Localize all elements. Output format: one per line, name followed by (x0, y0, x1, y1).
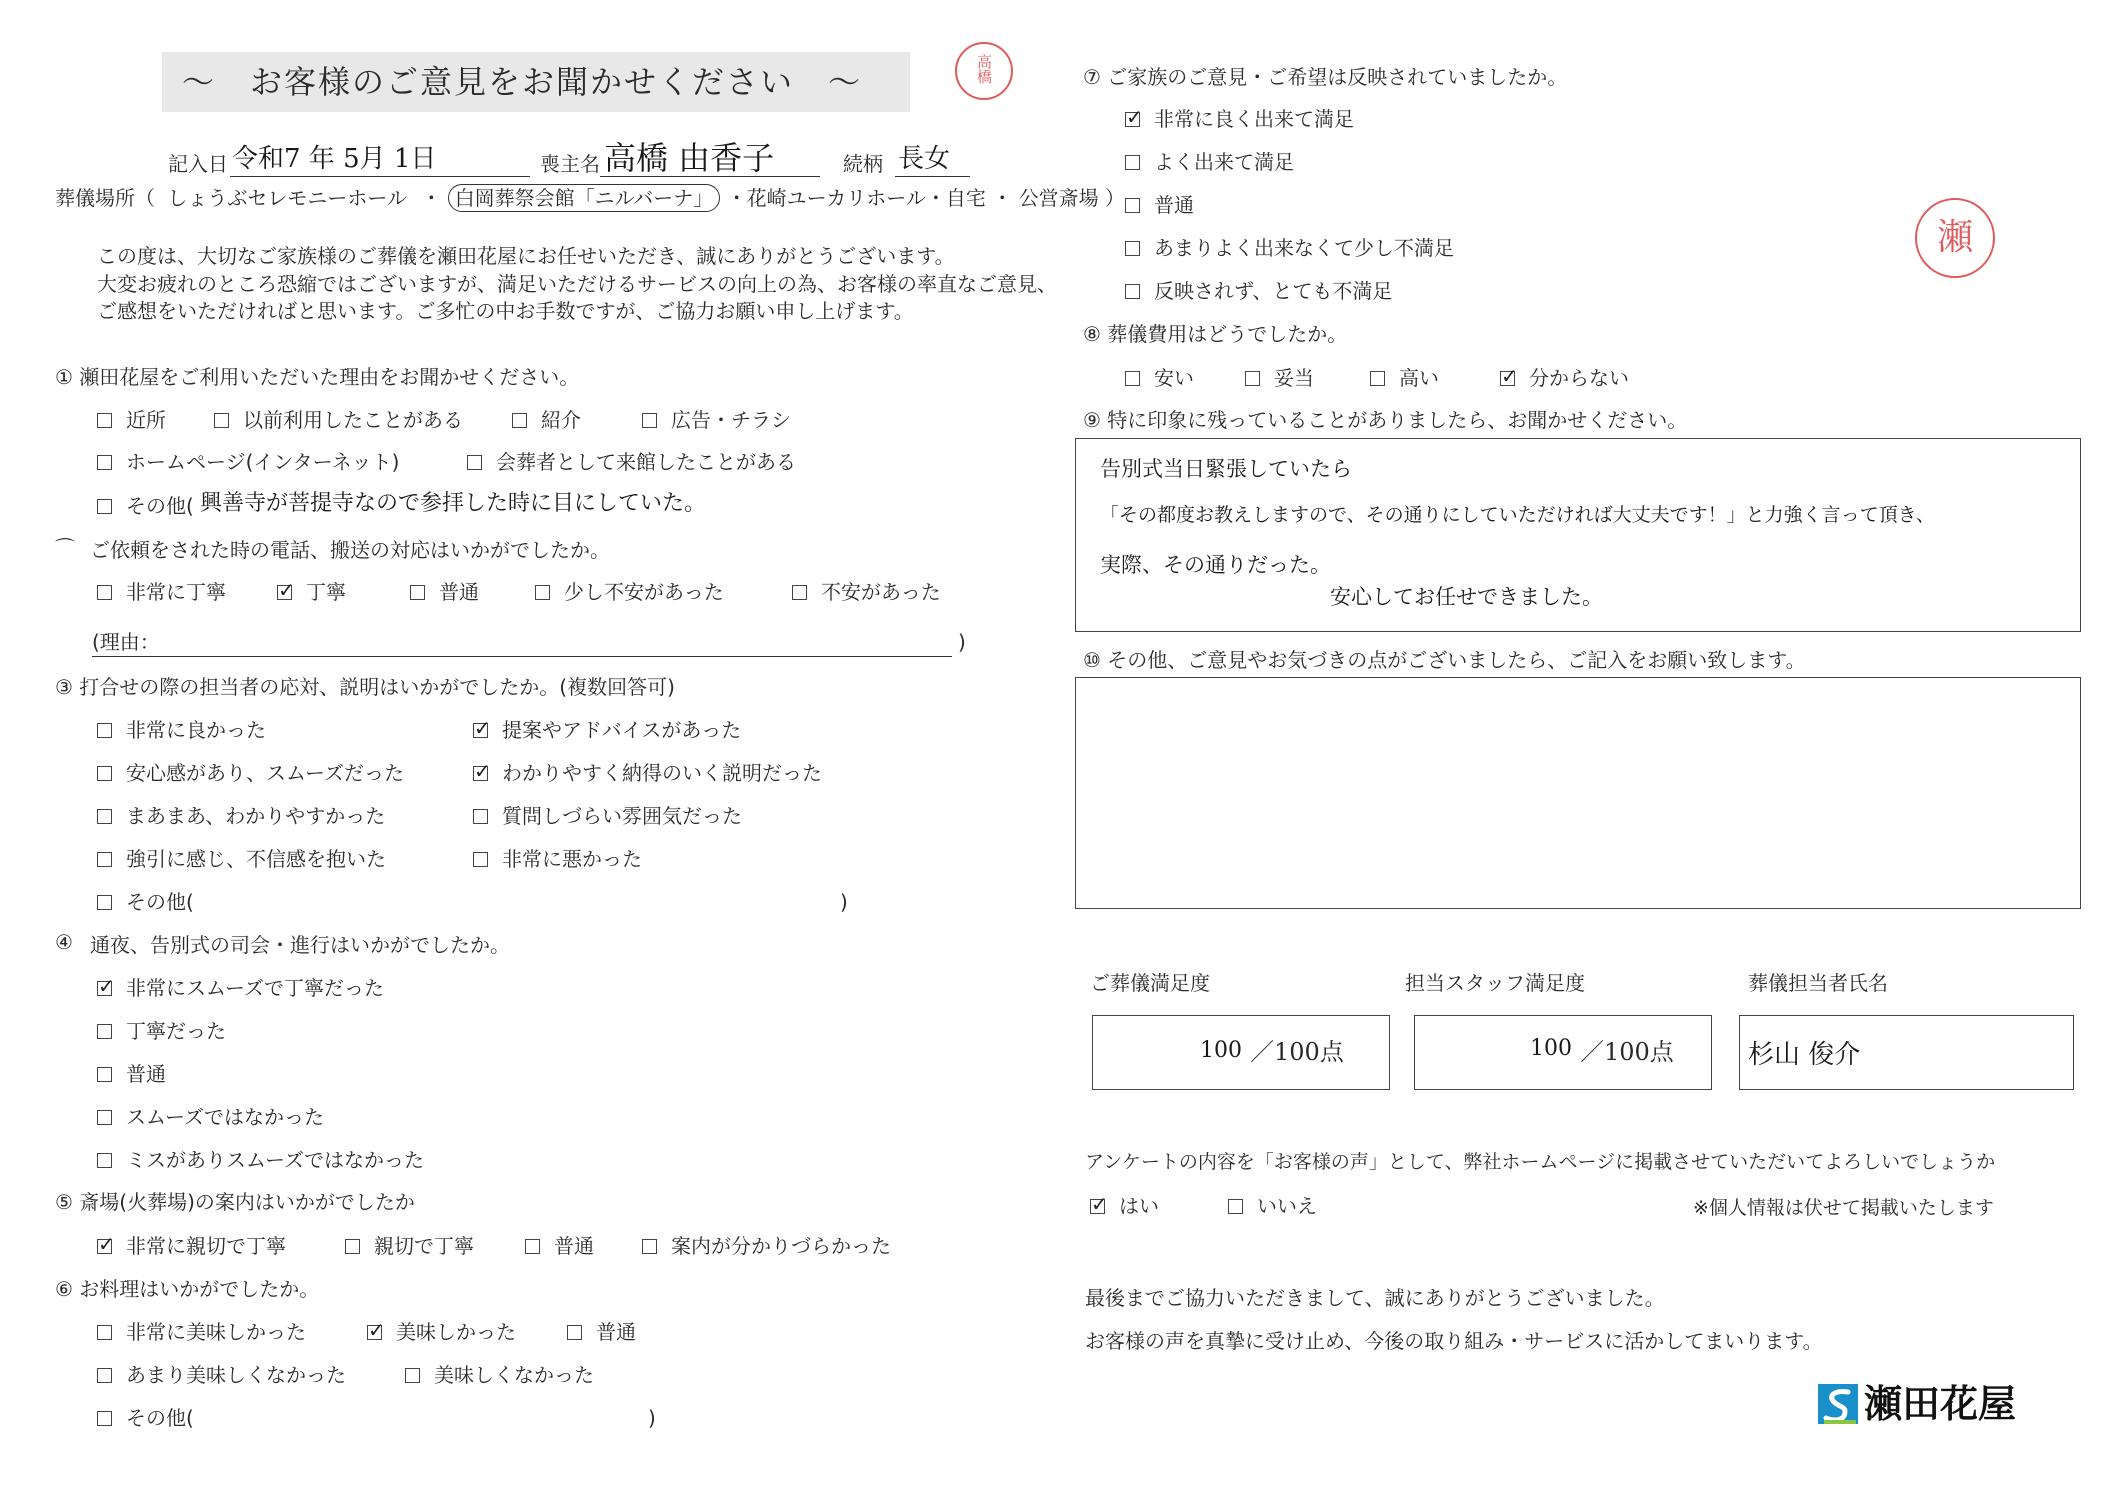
checkbox[interactable] (345, 1239, 360, 1254)
checkbox[interactable] (473, 852, 488, 867)
checkbox[interactable] (97, 1368, 112, 1383)
checkbox[interactable] (1370, 371, 1385, 386)
funeral-satisfaction-suffix: ／100点 (1250, 1038, 1344, 1066)
checkbox[interactable] (467, 455, 482, 470)
checkbox[interactable] (642, 1239, 657, 1254)
q7-title: ⑦ ご家族のご意見・ご希望は反映されていましたか。 (1083, 65, 1568, 89)
q2-reason-label: (理由： (92, 630, 160, 654)
q1-option-ad[interactable]: 広告・チラシ (642, 408, 791, 432)
q9-answer-line-4: 安心してお任せできました。 (1330, 585, 1603, 609)
consent-yes[interactable]: ✓はい (1090, 1194, 1159, 1218)
relation-value: 長女 (898, 144, 951, 174)
q2-option-normal[interactable]: 普通 (410, 580, 479, 604)
q7-option-normal[interactable]: 普通 (1125, 193, 1194, 217)
funeral-satisfaction-value: 100 (1200, 1038, 1242, 1063)
hanko-stamp-top: 高橋 (955, 42, 1013, 100)
checkbox[interactable] (97, 1411, 112, 1426)
checkbox[interactable] (567, 1325, 582, 1340)
q10-answer-box[interactable] (1075, 677, 2081, 909)
checkbox-checked[interactable] (1090, 1199, 1105, 1214)
q5-option-confusing[interactable]: 案内が分かりづらかった (642, 1234, 891, 1258)
venue-option-others[interactable]: ・花崎ユーカリホール・自宅 ・ 公営斎場 ） (726, 186, 1125, 210)
checkbox[interactable] (405, 1368, 420, 1383)
checkbox[interactable] (1228, 1199, 1243, 1214)
venue-option-shiraoka[interactable]: 白岡葬祭会館「ニルバーナ」 (448, 184, 721, 212)
person-in-charge-value: 杉山 俊介 (1748, 1040, 1861, 1070)
checkbox[interactable] (97, 1024, 112, 1039)
q5-option-normal[interactable]: 普通 (525, 1234, 594, 1258)
date-label: 記入日 (168, 152, 228, 176)
q3-option-other[interactable]: その他( (97, 890, 194, 914)
q8-option-dont-know[interactable]: ✓ 分からない (1500, 366, 1629, 390)
q1-option-used-before[interactable]: 以前利用したことがある (214, 408, 463, 432)
q2-option-polite[interactable]: ✓ 丁寧 (277, 580, 346, 604)
relation-label: 続柄 (843, 152, 883, 176)
q3-option-hard-to-ask[interactable]: 質問しづらい雰囲気だった (473, 804, 742, 828)
q2-title: ご依頼をされた時の電話、搬送の対応はいかがでしたか。 (90, 538, 610, 562)
staff-satisfaction-label: 担当スタッフ満足度 (1405, 971, 1585, 995)
checkbox[interactable] (1125, 198, 1140, 213)
checkbox[interactable] (1245, 371, 1260, 386)
checkbox[interactable] (525, 1239, 540, 1254)
checkbox-checked[interactable] (367, 1325, 382, 1340)
q8-option-reasonable[interactable]: 妥当 (1245, 366, 1314, 390)
name-label: 喪主名 (540, 152, 600, 176)
q2-reason-line (92, 656, 952, 657)
venue-label: 葬儀場所（ (55, 186, 155, 210)
checkbox-checked[interactable] (277, 585, 292, 600)
checkbox[interactable] (97, 852, 112, 867)
q5-option-very-kind[interactable]: ✓非常に親切で丁寧 (97, 1234, 286, 1258)
checkbox[interactable] (97, 413, 112, 428)
q3-option-clear-explanation[interactable]: ✓わかりやすく納得のいく説明だった (473, 761, 822, 785)
q1-option-nearby[interactable]: 近所 (97, 408, 166, 432)
q4-option-not-smooth[interactable]: スムーズではなかった (97, 1105, 324, 1129)
staff-satisfaction-value: 100 (1530, 1036, 1572, 1061)
q8-title: ⑧ 葬儀費用はどうでしたか。 (1083, 322, 1348, 346)
checkbox-checked[interactable] (473, 723, 488, 738)
q1-option-referral[interactable]: 紹介 (512, 408, 581, 432)
q4-title: 通夜、告別式の司会・進行はいかがでしたか。 (90, 933, 510, 957)
checkbox[interactable] (1125, 371, 1140, 386)
q2-option-uneasy[interactable]: 不安があった (792, 580, 941, 604)
staff-satisfaction-suffix: ／100点 (1580, 1038, 1674, 1066)
q4-option-very-smooth[interactable]: ✓非常にスムーズで丁寧だった (97, 976, 384, 1000)
q1-title: ① 瀬田花屋をご利用いただいた理由をお聞かせください。 (55, 365, 580, 389)
funeral-satisfaction-label: ご葬儀満足度 (1090, 971, 1210, 995)
checkbox-checked[interactable] (1500, 371, 1515, 386)
q7-option-unsatisfied[interactable]: 反映されず、とても不満足 (1125, 279, 1392, 303)
checkbox[interactable] (97, 809, 112, 824)
checkbox[interactable] (97, 499, 112, 514)
logo-mark-icon (1818, 1384, 1858, 1424)
checkbox[interactable] (1125, 241, 1140, 256)
q3-option-pushy[interactable]: 強引に感じ、不信感を抱いた (97, 847, 386, 871)
q1-option-other[interactable]: その他( (97, 494, 194, 518)
hanko-stamp-right: 瀬 (1915, 198, 1995, 278)
q6-option-other[interactable]: その他( (97, 1406, 194, 1430)
checkbox-checked[interactable] (97, 1239, 112, 1254)
checkbox-checked[interactable] (97, 981, 112, 996)
checkbox[interactable] (97, 723, 112, 738)
consent-question: アンケートの内容を「お客様の声」として、弊社ホームページに掲載させていただいてよろしいでしょうか (1085, 1151, 1996, 1173)
q4-option-polite[interactable]: 丁寧だった (97, 1019, 226, 1043)
q9-title: ⑨ 特に印象に残っていることがありましたら、お聞かせください。 (1083, 408, 1688, 432)
q6-option-not-very-tasty[interactable]: あまり美味しくなかった (97, 1363, 346, 1387)
venue-row: 葬儀場所（ しょうぶセレモニーホール ・ 白岡葬祭会館「ニルバーナ」 ・花崎ユーカリホール・自宅 ・ 公営斎場 ） (55, 186, 1125, 210)
q9-answer-line-3: 実際、その通りだった。 (1100, 553, 1331, 577)
q9-answer-line-1: 告別式当日緊張していたら (1100, 457, 1352, 481)
q6-option-tasty[interactable]: ✓ 美味しかった (367, 1320, 516, 1344)
name-value: 高橋 由香子 (604, 139, 775, 177)
date-value: 令和7 年 5月 1日 (232, 144, 437, 174)
checkbox[interactable] (535, 585, 550, 600)
q7-option-slightly-unsatisfied[interactable]: あまりよく出来なくて少し不満足 (1125, 236, 1454, 260)
q1-other-value: 興善寺が菩提寺なので参拝した時に目にしていた。 (200, 491, 707, 516)
q6-option-normal[interactable]: 普通 (567, 1320, 636, 1344)
checkbox[interactable] (97, 1153, 112, 1168)
q10-title: ⑩ その他、ご意見やお気づきの点がございましたら、ご記入をお願い致します。 (1083, 648, 1806, 672)
q7-option-satisfied[interactable]: よく出来て満足 (1125, 150, 1294, 174)
checkbox[interactable] (97, 895, 112, 910)
q3-option-very-bad[interactable]: 非常に悪かった (473, 847, 642, 871)
q4-option-mistakes[interactable]: ミスがありスムーズではなかった (97, 1148, 424, 1172)
checkbox[interactable] (97, 1067, 112, 1082)
checkbox[interactable] (1125, 284, 1140, 299)
q6-title: ⑥ お料理はいかがでしたか。 (55, 1277, 320, 1301)
q1-option-mourner[interactable]: 会葬者として来館したことがある (467, 450, 796, 474)
q1-option-website[interactable]: ホームページ(インターネット) (97, 450, 399, 474)
q3-option-advice[interactable]: ✓提案やアドバイスがあった (473, 718, 741, 742)
q5-option-kind[interactable]: 親切で丁寧 (345, 1234, 474, 1258)
checkbox-checked[interactable] (473, 766, 488, 781)
checkbox[interactable] (97, 1110, 112, 1125)
q8-option-expensive[interactable]: 高い (1370, 366, 1439, 390)
consent-no[interactable]: いいえ (1228, 1194, 1317, 1218)
checkbox[interactable] (512, 413, 527, 428)
checkbox[interactable] (1125, 155, 1140, 170)
checkbox[interactable] (214, 413, 229, 428)
q3-option-reassuring[interactable]: 安心感があり、スムーズだった (97, 761, 404, 785)
q4-option-normal[interactable]: 普通 (97, 1062, 166, 1086)
q5-title: ⑤ 斎場(火葬場)の案内はいかがでしたか (55, 1190, 415, 1214)
person-in-charge-label: 葬儀担当者氏名 (1748, 971, 1888, 995)
q3-title: ③ 打合せの際の担当者の応対、説明はいかがでしたか。(複数回答可) (55, 675, 675, 699)
venue-option-shobu[interactable]: しょうぶセレモニーホール (167, 186, 407, 210)
consent-note: ※個人情報は伏せて掲載いたします (1693, 1197, 1994, 1219)
q6-option-not-tasty[interactable]: 美味しくなかった (405, 1363, 594, 1387)
checkbox[interactable] (97, 455, 112, 470)
checkbox[interactable] (410, 585, 425, 600)
checkbox[interactable] (97, 766, 112, 781)
q6-option-very-tasty[interactable]: 非常に美味しかった (97, 1320, 306, 1344)
page-title: ～ お客様のご意見をお聞かせください ～ (182, 63, 863, 101)
checkbox[interactable] (473, 809, 488, 824)
checkbox[interactable] (97, 1325, 112, 1340)
q2-option-slightly-uneasy[interactable]: 少し不安があった (535, 580, 724, 604)
title-banner (162, 52, 910, 112)
checkbox[interactable] (792, 585, 807, 600)
checkbox[interactable] (97, 585, 112, 600)
q3-option-okay[interactable]: まあまあ、わかりやすかった (97, 804, 385, 828)
logo-text: 瀬田花屋 (1864, 1382, 2017, 1426)
checkbox-checked[interactable] (1125, 112, 1140, 127)
q3-option-very-good[interactable]: 非常に良かった (97, 718, 266, 742)
q2-option-very-polite[interactable]: 非常に丁寧 (97, 580, 226, 604)
q8-option-cheap[interactable]: 安い (1125, 366, 1194, 390)
q9-answer-line-2: 「その都度お教えしますので、その通りにしていただければ大丈夫です！」と力強く言って頂き、 (1100, 504, 1935, 526)
q7-option-very-satisfied[interactable]: ✓非常に良く出来て満足 (1125, 107, 1354, 131)
checkbox[interactable] (642, 413, 657, 428)
